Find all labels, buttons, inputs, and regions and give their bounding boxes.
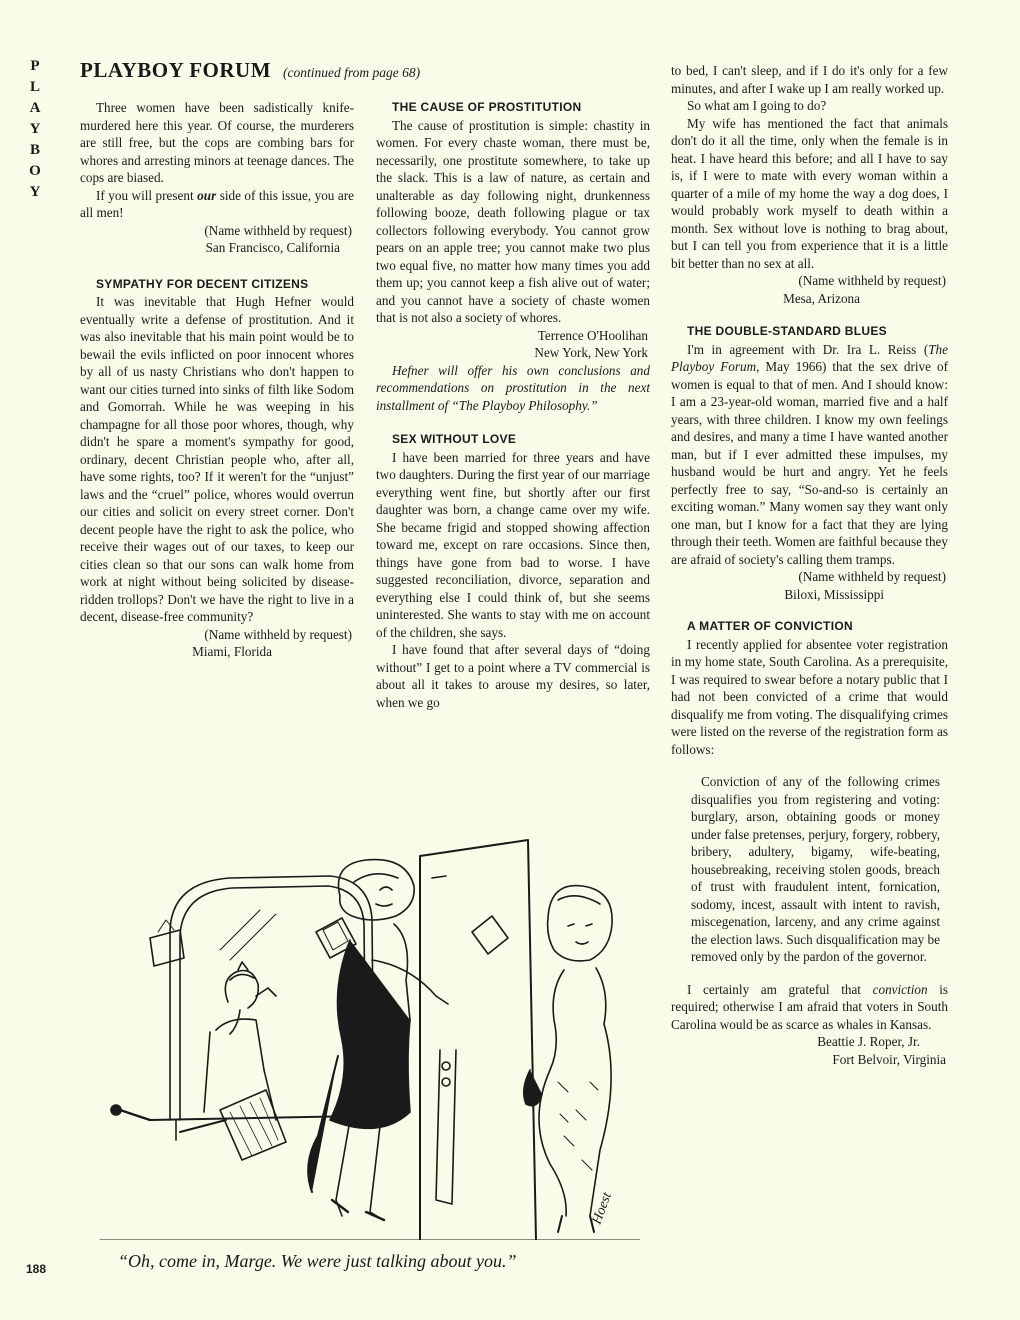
- letter-paragraph: I certainly am grateful that conviction is required; otherwise I am afraid that voters in South Carolina would be as scarce as whales in Kansas.: [671, 981, 948, 1032]
- svg-text:Hoest: Hoest: [589, 1190, 615, 1227]
- letter-paragraph: If you will present our side of this issue, you are all men!: [80, 187, 354, 220]
- letter-paragraph: Three women have been sadistically knife-murdered here this year. Of course, the murderers are still free, but the cops are combing bars for whores and arresting minors at teenage dances. The cops are biased.: [80, 100, 354, 185]
- continued-note: (continued from page 68): [283, 65, 421, 80]
- front-door: [420, 840, 536, 1240]
- masthead-letter: Y: [29, 184, 41, 200]
- masthead-letter: A: [29, 100, 41, 116]
- man-figure: [204, 962, 276, 1120]
- signature-place: New York, New York: [534, 345, 648, 360]
- masthead-letter: Y: [29, 121, 41, 137]
- vertical-masthead: [26, 56, 44, 203]
- letter-paragraph: to bed, I can't sleep, and if I do it's only for a few minutes, and after I wake up I am really worked up.: [671, 63, 948, 96]
- column-3: [671, 62, 948, 1068]
- signature-name: Terrence O'Hoolihan: [537, 327, 648, 343]
- signature-place: Miami, Florida: [192, 644, 272, 659]
- cartoon-illustration: [80, 820, 640, 1240]
- column-1: [80, 99, 354, 661]
- section-heading: THE CAUSE OF PROSTITUTION: [392, 100, 582, 114]
- letter-paragraph: I have found that after several days of “doing without” I get to a point where a TV commercial is about all it takes to arouse my desires, so later, when we go: [376, 642, 650, 710]
- letter-paragraph: So what am I going to do?: [687, 98, 827, 113]
- letter-paragraph: My wife has mentioned the fact that animals don't do it all the time, only when the female is in heat. I have heard this before; and all I have to say is, if I were to mate with every woman within a quarter of a mile of my home the way a dog does, I would probably work myself to death within a month. Sex without love is nothing to brag about, but I can tell you from experience that it is a little bit better than no sex at all.: [671, 115, 948, 271]
- signature-name: Beattie J. Roper, Jr.: [817, 1034, 920, 1049]
- page-header: [80, 58, 420, 83]
- signature-place: Mesa, Arizona: [783, 290, 860, 306]
- letter-paragraph: I have been married for three years and have two daughters. During the first year of our marriage everything went fine, but shortly after our first daughter was born, a change came over my wife. She became frigid and stopped showing affection toward me, except on rare occasions. Since then, things have gone from bad to worse. I have suggested reconciliation, divorce, separation and everything else I could think of, but she seems uninterested. She wants to stay with me on account of the children, she says.: [376, 449, 650, 640]
- masthead-letter: P: [30, 58, 40, 74]
- page-number: 188: [26, 1262, 47, 1276]
- section-heading: SYMPATHY FOR DECENT CITIZENS: [96, 276, 309, 291]
- signature-place: San Francisco, California: [205, 240, 340, 255]
- emphasis: our: [197, 187, 217, 203]
- quoted-block: [691, 773, 940, 966]
- signature-name: (Name withheld by request): [798, 273, 946, 288]
- forum-title: PLAYBOY FORUM: [80, 58, 272, 82]
- section-heading: SEX WITHOUT LOVE: [392, 432, 517, 446]
- masthead-letter: L: [29, 79, 40, 95]
- lamp: [111, 1090, 286, 1160]
- hostess-figure: [308, 860, 448, 1220]
- column-2: [376, 99, 650, 711]
- masthead-letter: B: [29, 142, 40, 158]
- letter-paragraph: It was inevitable that Hugh Hefner would eventually write a defense of prostitution. And it was also inevitable that his main point would be to bewail the evils inflicted on poor innocent whores by all of us nasty Christians who don't happen to want our cities turned into sinks of filth like Sodom and Gomorrah. While he was weeping in his champagne for all those poor whores, though, why didn't he spare a moment's sympathy for good, ordinary, decent Christian people who, after all, have some rights, too? If it weren't for the “unjust” laws and the “cruel” police, whores would overrun our cities and solicit on every street corner. Don't decent people have the right to ask the police, who receive their wages out of our taxes, to keep our cities clean so that our sons can walk home from work at night without being solicited by disease-ridden trollops? Don't we have the right to live in a decent, disease-free community?: [80, 294, 354, 624]
- section-heading: THE DOUBLE-STANDARD BLUES: [687, 324, 887, 338]
- visitor-figure: [524, 886, 612, 1232]
- masthead-letter: O: [29, 163, 41, 179]
- emphasis: The Playboy Forum: [671, 341, 948, 374]
- letter-paragraph: I'm in agreement with Dr. Ira L. Reiss (The Playboy Forum, May 1966) that the sex drive of women is equal to that of men. And I should know: I am a 23-year-old woman, married five and a half years, with three children. I know my own feelings and desires, and many a time I have wanted another man, but if I ever admitted these impulses, my husband would be hurt and angry. Yet he feels perfectly free to say, “So-and-so is certainly an exciting woman.” Many women say they want only one man, but I know for a fact that they are lying through their teeth. Women are faithful because they are afraid of society's calling them tramps.: [671, 341, 948, 567]
- signature-place: Biloxi, Mississippi: [784, 586, 884, 602]
- section-heading: A MATTER OF CONVICTION: [687, 619, 853, 633]
- quoted-text: Conviction of any of the following crimes disqualifies you from registering and voting: burglary, arson, obtaining goods or money under false pretenses, perjury, forgery, robbery, bribery, adultery, bigamy, wife-beating, housebreaking, receiving stolen goods, breach of trust with fraudulent intent, fornication, sodomy, incest, assault with intent to ravish, miscegenation, larceny, and any crime against the election laws. Such disqualification may be removed only by the pardon of the governor.: [691, 774, 940, 964]
- picture-frame: [150, 920, 184, 966]
- signature-name: (Name withheld by request): [204, 222, 352, 238]
- signature-name: (Name withheld by request): [798, 569, 946, 584]
- editor-note: Hefner will offer his own conclusions and recommendations on prostitution in the next installment of “The Playboy Philosophy.”: [376, 362, 650, 413]
- letter-paragraph: I recently applied for absentee voter registration in my home state, South Carolina. As a prerequisite, I was required to swear before a notary public that I had not been convicted of a crime that would disqualify me from voting. The disqualifying crimes were listed on the reverse of the registration form as follows:: [671, 636, 948, 757]
- cartoon-caption: “Oh, come in, Marge. We were just talking about you.”: [118, 1251, 517, 1271]
- signature-place: Fort Belvoir, Virginia: [832, 1051, 946, 1067]
- emphasis: conviction: [872, 981, 928, 997]
- letter-paragraph: The cause of prostitution is simple: chastity in women. For every chaste woman, there must be, necessarily, one prostitute somewhere, to take up the slack. This is a law of nature, as certain and unalterable as day following night, drunkenness following booze, death following plague or tax collectors following everybody. You cannot grow pears on an apple tree; you cannot make two plus two equal five, no matter how many times you add them up; you cannot keep a fish alive out of water; and you cannot have a society of chaste women that is not also a society of whores.: [376, 117, 650, 325]
- signature-name: (Name withheld by request): [204, 626, 352, 642]
